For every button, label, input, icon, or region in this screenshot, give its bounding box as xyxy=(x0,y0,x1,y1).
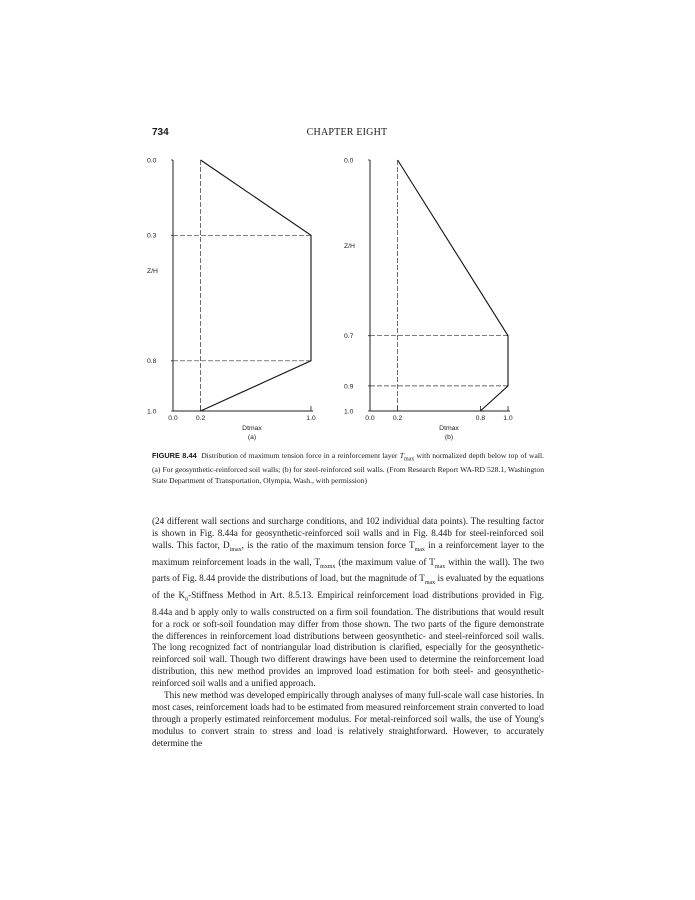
chart-a-x-tick-label: 0.2 xyxy=(195,415,206,422)
figure-caption xyxy=(152,451,544,486)
figure-label: FIGURE 8.44 xyxy=(152,451,197,460)
chart-a-y-tick-label: 0.3 xyxy=(147,232,157,240)
chart-b xyxy=(337,150,537,446)
chart-b-y-tick-label: 0.9 xyxy=(344,383,354,391)
p1-a: (24 different wall sections and surcharge conditions, and 102 individual data points). The resulting factor is shown in Fig. 8.44a for geosynthetic-reinforced soil walls and in Fig. 8.44b for steel-reinforced soil walls. This factor, D xyxy=(152,516,544,550)
chart-a-x-tick-label: 1.0 xyxy=(306,415,316,422)
chart-b-ylabel: Z/H xyxy=(344,242,355,250)
caption-tmax: T xyxy=(399,451,404,460)
page-number: 734 xyxy=(152,127,169,138)
paragraph-2: This new method was developed empirically through analyses of many full-scale wall case histories. In most cases, reinforcement loads had to be estimated from measured reinforcement strain converted to load through a properly estimated reinforcement modulus. For metal-reinforced soil walls, the use of Young's modulus to convert strain to stress and load is relatively straightforward. However, to accurately determine the xyxy=(152,690,544,748)
chart-a xyxy=(140,150,340,446)
caption-tmax-sub: max xyxy=(403,456,415,463)
p1-sub2: max xyxy=(414,546,425,553)
chart-b-x-tick-label: 1.0 xyxy=(503,415,513,422)
chart-b-y-tick-label: 0.7 xyxy=(344,333,354,341)
chart-a-y-tick-label: 0.8 xyxy=(147,358,157,366)
chart-a-y-tick-label: 1.0 xyxy=(147,408,157,416)
chapter-title: CHAPTER EIGHT xyxy=(306,127,388,138)
paragraph-1 xyxy=(152,516,544,690)
body-text xyxy=(152,516,544,750)
p1-sub3: mxmx xyxy=(320,563,336,570)
p1-c: in a reinforcement layer to the maximum reinforcement loads in the wall, T xyxy=(152,539,544,567)
chart-a-ylabel: Z/H xyxy=(147,267,158,275)
chart-b-xlabel: Dtmax xyxy=(439,425,459,432)
chart-b-x-tick-label: 0.2 xyxy=(392,415,403,422)
p1-d: (the maximum value of T xyxy=(335,556,435,567)
chart-a-panel-label: (a) xyxy=(247,434,257,441)
p1-sub5: max xyxy=(424,580,436,587)
p1-g: -Stiffness Method in Art. 8.5.13. Empirical reinforcement load distributions provided in Fig. 8.44a and b apply only to walls constructed on a firm soil foundation. The distributions that would result for a rock or soft-soil foundation may differ from those shown. The two parts of the figure demonstrate the differences in reinforcement load distributions between geosynthetic- and steel-reinforced soil walls. The long recognized fact of nontriangular load distribution is clarified, especially for the geosynthetic-reinforced soil wall. Though two different drawings have been used to determine the reinforcement load distribution, this new method provides an improved load estimation for both steel- and geosynthetic-reinforced soil walls and a unified approach. xyxy=(152,590,544,689)
page-header xyxy=(152,127,542,141)
chart-b-y-tick-label: 0.0 xyxy=(344,157,354,165)
chart-b-y-tick-label: 1.0 xyxy=(344,408,354,416)
chart-b-x-tick-label: 0.8 xyxy=(475,415,486,422)
chart-a-xlabel: Dtmax xyxy=(242,425,262,432)
p1-b: , is the ratio of the maximum tension force T xyxy=(241,539,415,550)
p1-f: is evaluated by the equations of the K xyxy=(152,573,544,601)
caption-text-1: Distribution of maximum tension force in a reinforcement layer xyxy=(201,451,400,460)
p1-sub6: 0 xyxy=(185,596,189,603)
chart-b-series-line xyxy=(398,160,508,411)
p1-e: within the wall). The two parts of Fig. 8.44 provide the distributions of load, but the magnitude of T xyxy=(152,556,544,584)
chart-b-x-tick-label: 0.0 xyxy=(365,415,375,422)
chart-b-panel-label: (b) xyxy=(444,434,454,441)
caption-text-2: with normalized depth below top of wall. (a) For geosynthetic-reinforced soil walls; (b) for steel-reinforced soil walls. (From Research Report WA-RD 528.1, Washington State Department of Transportation, Olympia, Wash., with permission) xyxy=(152,451,545,485)
chart-a-y-tick-label: 0.0 xyxy=(147,157,157,165)
p1-sub1: tmax xyxy=(229,546,242,553)
chart-a-series-line xyxy=(201,160,311,411)
chart-a-x-tick-label: 0.0 xyxy=(168,415,178,422)
p1-sub4: max xyxy=(434,563,446,570)
